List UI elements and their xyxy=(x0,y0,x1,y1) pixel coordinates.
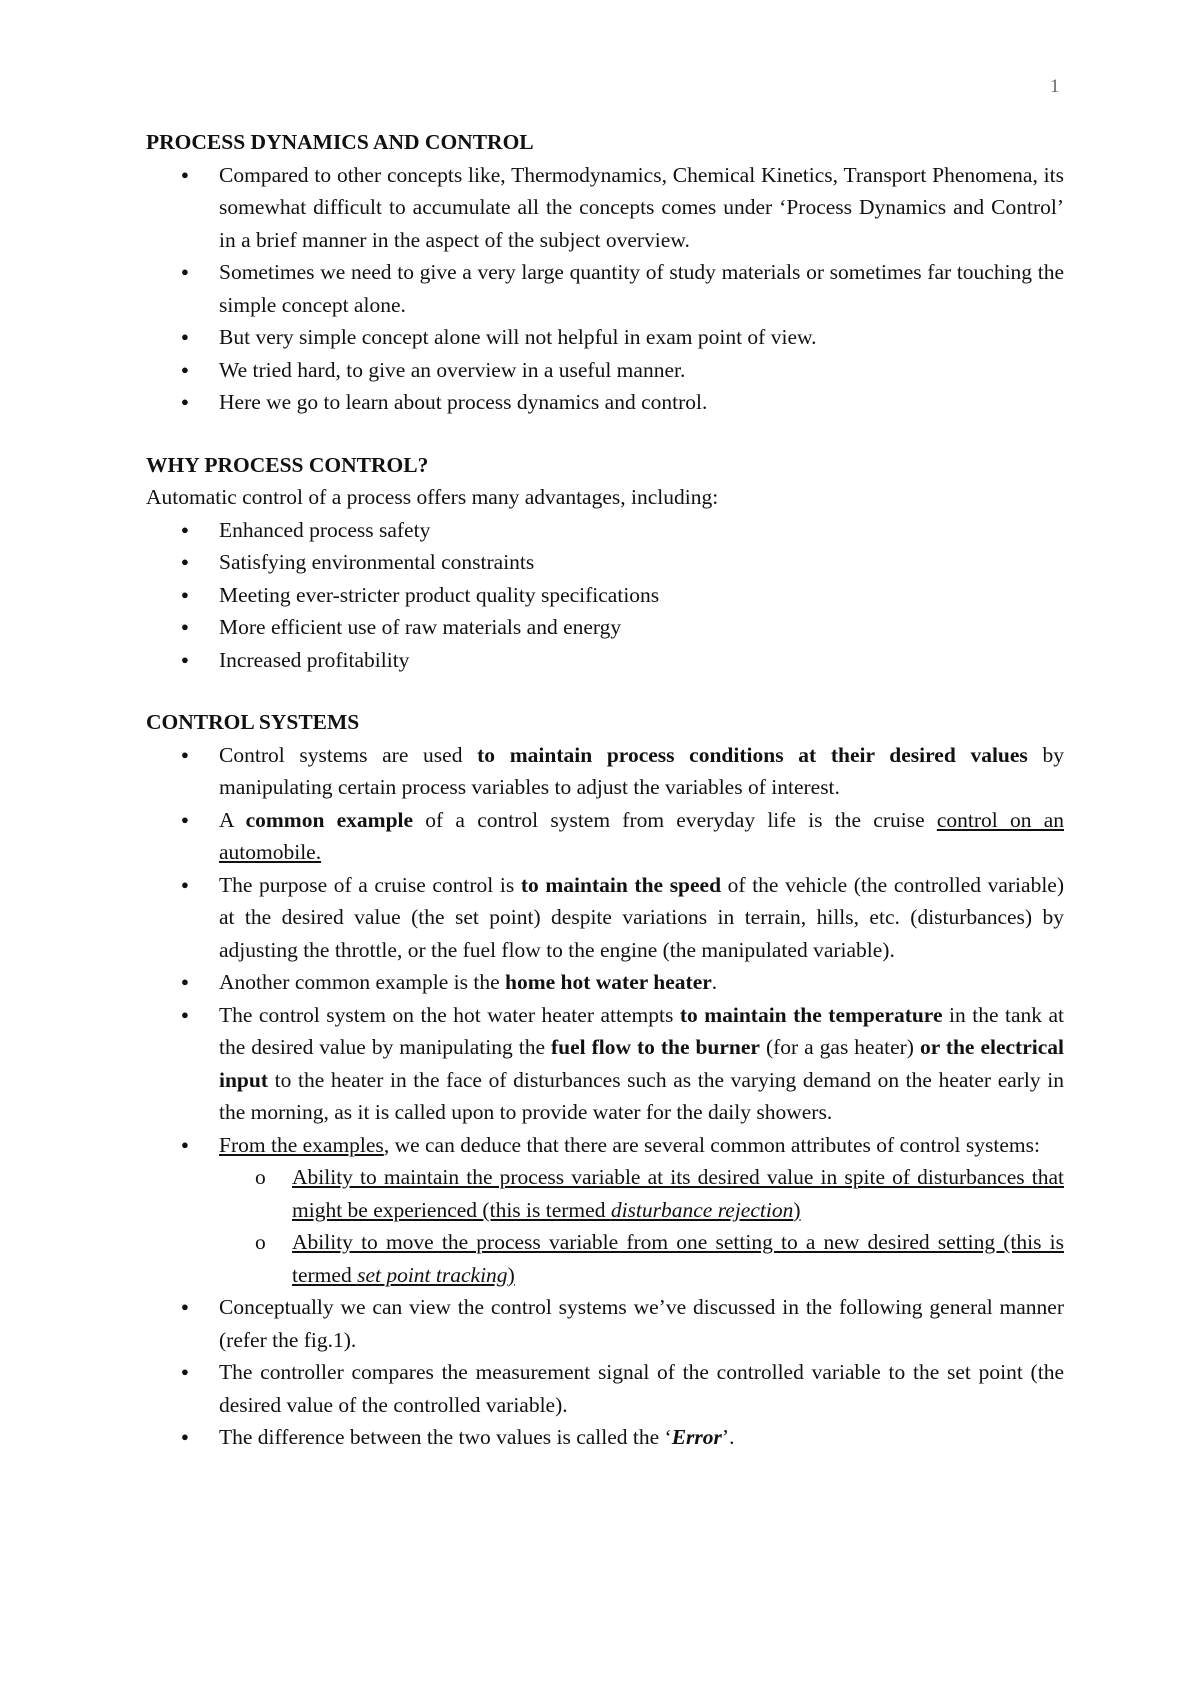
list-item: ● Control systems are used to maintain process conditions at their desired values by manipulating certain process variables to adjust the variables of interest. xyxy=(219,739,1064,804)
control-systems-list xyxy=(146,739,1064,1454)
list-item: ● We tried hard, to give an overview in a useful manner. xyxy=(219,354,1064,387)
list-item: ● The difference between the two values is called the ‘Error’. xyxy=(219,1421,1064,1454)
list-item: ● The controller compares the measurement signal of the controlled variable to the set point (the desired value of the controlled variable). xyxy=(219,1356,1064,1421)
list-item: ● A common example of a control system from everyday life is the cruise control on an automobile. xyxy=(219,804,1064,869)
list-item: ● But very simple concept alone will not helpful in exam point of view. xyxy=(219,321,1064,354)
heading-process-dynamics: PROCESS DYNAMICS AND CONTROL xyxy=(146,130,534,154)
intro-bullet-list xyxy=(146,159,1064,419)
list-item: ● Increased profitability xyxy=(219,644,1064,677)
heading-control-systems: CONTROL SYSTEMS xyxy=(146,710,360,734)
list-item: ● More efficient use of raw materials and energy xyxy=(219,611,1064,644)
advantages-list xyxy=(146,514,1064,677)
sub-list-item: o Ability to move the process variable from one setting to a new desired setting (this is termed set point tracking) xyxy=(292,1226,1064,1291)
list-item: ● Compared to other concepts like, Thermodynamics, Chemical Kinetics, Transport Phenomena, its somewhat difficult to accumulate all the concepts comes under ‘Process Dynamics and Control’ in a brief manner in the aspect of the subject overview. xyxy=(219,159,1064,257)
attributes-sublist xyxy=(219,1161,1064,1291)
list-item: ● Enhanced process safety xyxy=(219,514,1064,547)
list-item: ● Sometimes we need to give a very large quantity of study materials or sometimes far touching the simple concept alone. xyxy=(219,256,1064,321)
list-item: ● Satisfying environmental constraints xyxy=(219,546,1064,579)
list-item: ● Another common example is the home hot water heater. xyxy=(219,966,1064,999)
list-item: ● The purpose of a cruise control is to maintain the speed of the vehicle (the controlled variable) at the desired value (the set point) despite variations in terrain, hills, etc. (disturbances) by adjusting the throttle, or the fuel flow to the engine (the manipulated variable). xyxy=(219,869,1064,967)
list-item: ● The control system on the hot water heater attempts to maintain the temperature in the tank at the desired value by manipulating the fuel flow to the burner (for a gas heater) or the electrical input to the heater in the face of disturbances such as the varying demand on the heater early in the morning, as it is called upon to provide water for the daily showers. xyxy=(219,999,1064,1129)
document-body xyxy=(146,126,1064,1454)
advantages-intro: Automatic control of a process offers many advantages, including: xyxy=(146,485,719,509)
list-item: ● Meeting ever-stricter product quality specifications xyxy=(219,579,1064,612)
list-item: ● Conceptually we can view the control systems we’ve discussed in the following general manner (refer the fig.1). xyxy=(219,1291,1064,1356)
list-item: ● Here we go to learn about process dynamics and control. xyxy=(219,386,1064,419)
sub-list-item: o Ability to maintain the process variable at its desired value in spite of disturbances that might be experienced (this is termed disturbance rejection) xyxy=(292,1161,1064,1226)
page-number: 1 xyxy=(1050,76,1060,97)
heading-why-process-control: WHY PROCESS CONTROL? xyxy=(146,452,429,477)
list-item: ● From the examples, we can deduce that there are several common attributes of control systems: o Ability to maintain the process variable at its desired value in spite of disturbances that might be experienced (this is termed disturbance rejection) o Ability to move the process variable from one setting to a new desired setting (this is termed set point tracking) xyxy=(219,1129,1064,1292)
